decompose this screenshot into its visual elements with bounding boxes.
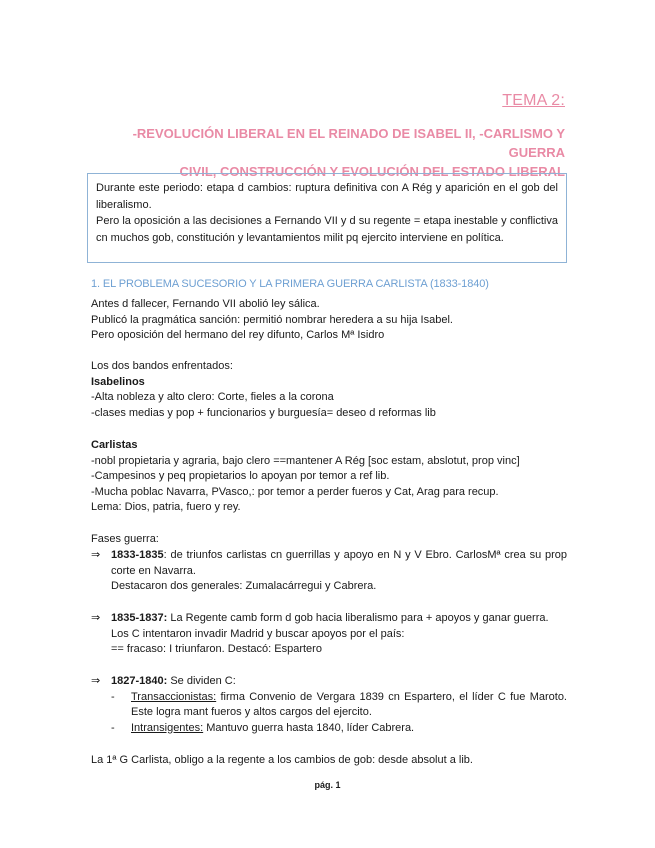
conclusion-line: La 1ª G Carlista, obligo a la regente a los cambios de gob: desde absolut a lib. [91, 754, 473, 766]
fase-3-text [111, 674, 567, 690]
carlistas-item: -nobl propietaria y agraria, bajo clero ==mantener A Rég [soc estam, abslotut, prop vinc] [91, 454, 520, 467]
fase-1-desc: : de triunfos carlistas cn guerrillas y apoyo en N y V Ebro. CarlosMª crea su prop corte en Navarra. [111, 549, 567, 577]
intransigentes-item [111, 721, 567, 737]
transaccionistas-item [111, 690, 567, 721]
fase-2-text [111, 611, 567, 627]
fase-2-desc: La Regente camb form d gob hacia liberalismo para + apoyos y ganar guerra. [167, 612, 549, 624]
fase-1-extra: Destacaron dos generales: Zumalacárregui y Cabrera. [111, 580, 377, 592]
fase-2-line-2: Los C intentaron invadir Madrid y buscar apoyos por el país: [111, 627, 405, 640]
intransigentes-text: Mantuvo guerra hasta 1840, líder Cabrera. [203, 721, 415, 734]
fase-3-years: 1827-1840: [111, 675, 168, 687]
arrow-icon: ⇒ [91, 675, 101, 687]
lema-line: Lema: Dios, patria, fuero y rey. [91, 501, 241, 513]
carlistas-item: -Campesinos y peq propietarios lo apoyan por temor a ref lib. [91, 470, 390, 482]
isabelinos-heading: Isabelinos [91, 375, 145, 388]
tema-heading: TEMA 2: [502, 92, 565, 109]
intro-paragraph-1: Durante este periodo: etapa d cambios: ruptura definitiva con A Rég y aparición en el gob del liberalismo. [96, 182, 558, 211]
bandos-block [91, 359, 567, 421]
isabelinos-item: -clases medias y pop + funcionarios y burguesía= deseo d reformas lib [91, 406, 436, 419]
carlistas-item: -Mucha poblac Navarra, PVasco,: por temor a perder fueros y Cat, Arag para recup. [91, 485, 499, 498]
fase-3-desc: Se dividen C: [167, 675, 236, 687]
subtitle-line-1: -REVOLUCIÓN LIBERAL EN EL REINADO DE ISABEL II, -CARLISMO Y GUERRA [132, 126, 565, 160]
fases-heading: Fases guerra: [91, 533, 159, 545]
text-line: Pero oposición del hermano del rey difunto, Carlos Mª Isidro [91, 329, 385, 341]
intro-paragraph-block [91, 297, 567, 344]
fase-1-years: 1833-1835 [111, 549, 164, 561]
carlistas-block [91, 438, 567, 516]
fase-2 [91, 611, 567, 658]
intransigentes-label: Intransigentes: [131, 721, 204, 734]
fase-3 [91, 674, 567, 736]
transaccionistas-text: firma Convenio de Vergara 1839 cn Espartero, el líder C fue Maroto. Este logra mant fueros y altos cargos del ejercito. [131, 690, 567, 718]
bandos-intro: Los dos bandos enfrentados: [91, 360, 233, 372]
isabelinos-item: -Alta nobleza y alto clero: Corte, fieles a la corona [91, 391, 334, 403]
intro-box [87, 173, 567, 263]
intro-paragraph-2: Pero la oposición a las decisiones a Fernando VII y d su regente = etapa inestable y conflictiva cn muchos gob, constitución y levantamientos milit pq ejercito interviene en política. [96, 215, 558, 244]
section-1-title: 1. EL PROBLEMA SUCESORIO Y LA PRIMERA GUERRA CARLISTA (1833-1840) [91, 278, 489, 290]
fase-1 [91, 548, 567, 595]
arrow-icon: ⇒ [91, 549, 101, 561]
transaccionistas-label: Transaccionistas: [131, 690, 217, 703]
arrow-icon: ⇒ [91, 612, 101, 624]
text-line: Publicó la pragmática sanción: permitió nombrar heredera a su hija Isabel. [91, 313, 453, 326]
carlistas-heading: Carlistas [91, 439, 138, 451]
fase-2-years: 1835-1837: [111, 612, 168, 624]
dash-bullet: - [111, 721, 115, 734]
text-line: Antes d fallecer, Fernando VII abolió ley sálica. [91, 298, 320, 310]
subtitle-line-2: CIVIL, CONSTRUCCIÓN Y EVOLUCIÓN DEL ESTADO LIBERAL [179, 164, 565, 179]
dash-bullet: - [111, 690, 115, 703]
fase-1-text [111, 548, 567, 579]
fase-2-line-3: == fracaso: I triunfaron. Destacó: Espartero [111, 643, 322, 655]
page-number: pág. 1 [314, 780, 341, 790]
